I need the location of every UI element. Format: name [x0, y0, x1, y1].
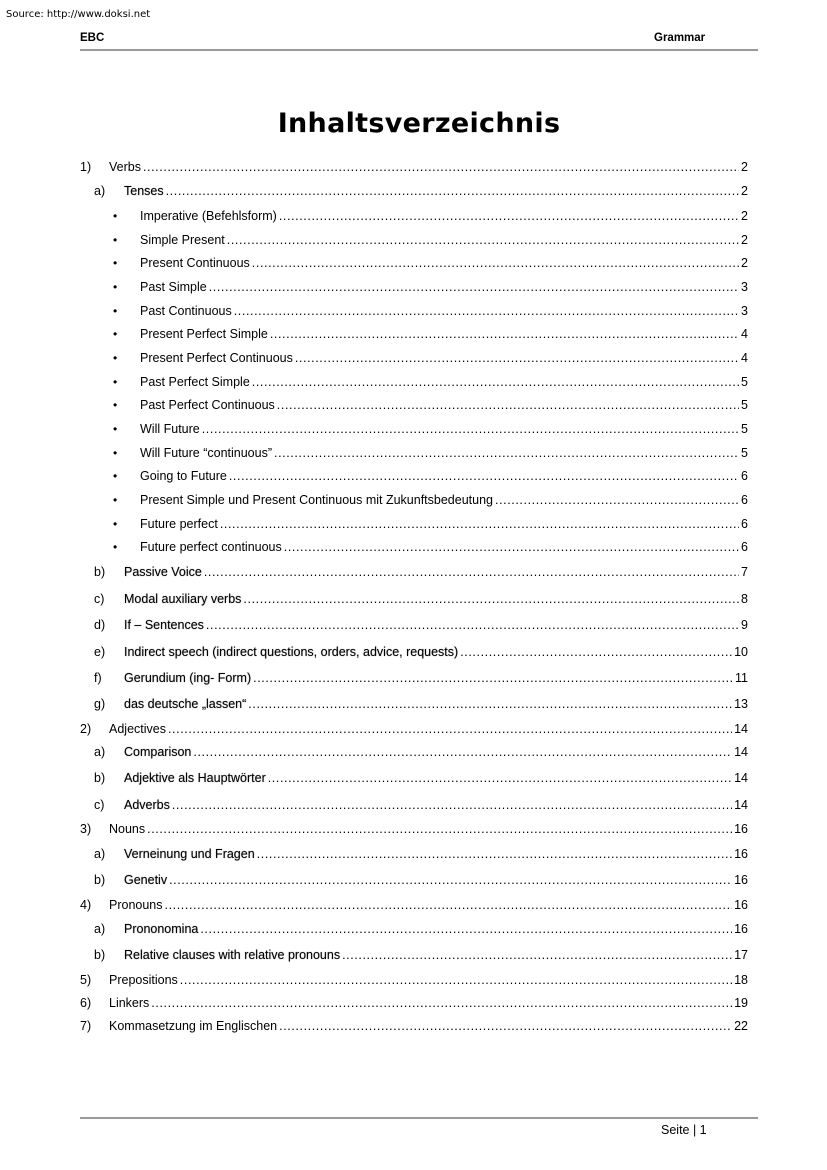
toc-page-number: 4: [741, 351, 748, 365]
dot-leader: [180, 973, 732, 987]
toc-subentry[interactable]: [113, 256, 748, 270]
toc-page-number: 16: [734, 822, 748, 836]
toc-number: b): [94, 873, 106, 887]
bullet-icon: •: [113, 256, 118, 270]
toc-number: 6): [80, 996, 92, 1010]
toc-subentry[interactable]: [113, 351, 748, 365]
toc-subentry[interactable]: [113, 469, 748, 483]
toc-page-number: 2: [741, 160, 748, 174]
toc-label: Imperative (Befehlsform): [140, 209, 277, 223]
toc-label: Future perfect: [140, 517, 218, 531]
toc-chapter[interactable]: [80, 822, 748, 836]
toc-label: Adjectives: [109, 722, 166, 736]
toc-label: Indirect speech (indirect questions, orders, advice, requests): [124, 645, 459, 659]
toc-subentry[interactable]: [113, 304, 748, 318]
toc-label: Prepositions: [109, 973, 178, 987]
toc-section[interactable]: [94, 184, 748, 198]
toc-page-number: 9: [741, 618, 748, 632]
dot-leader: [204, 565, 739, 579]
toc-label: Relative clauses with relative pronouns: [124, 948, 341, 962]
toc-number: 1): [80, 160, 92, 174]
dot-leader: [279, 1019, 732, 1033]
toc-section[interactable]: [94, 847, 748, 861]
toc-page-number: 6: [741, 469, 748, 483]
toc-chapter[interactable]: [80, 1019, 748, 1033]
toc-label: Future perfect continuous: [140, 540, 282, 554]
toc-page-number: 14: [734, 722, 748, 736]
toc-number: 2): [80, 722, 92, 736]
toc-page-number: 18: [734, 973, 748, 987]
toc-page-number: 13: [734, 697, 748, 711]
toc-page-number: 19: [734, 996, 748, 1010]
dot-leader: [234, 304, 739, 318]
dot-leader: [270, 327, 739, 341]
toc-subentry[interactable]: [113, 422, 748, 436]
bullet-icon: •: [113, 304, 118, 318]
dot-leader: [151, 996, 732, 1010]
toc-label: Passive Voice: [124, 565, 202, 579]
toc-section[interactable]: [94, 922, 748, 936]
dot-leader: [274, 446, 739, 460]
toc-section[interactable]: [94, 948, 748, 962]
bullet-icon: •: [113, 422, 118, 436]
toc-number: 4): [80, 898, 92, 912]
toc-number: e): [94, 645, 106, 659]
toc-section[interactable]: [94, 771, 748, 785]
toc-label: Kommasetzung im Englischen: [109, 1019, 278, 1033]
source-note: Source: http://www.doksi.net: [6, 9, 151, 20]
toc-label: Genetiv: [124, 873, 168, 887]
header-left-ebc: EBC: [80, 32, 105, 44]
toc-label: Past Simple: [140, 280, 207, 294]
toc-page-number: 4: [741, 327, 748, 341]
toc-page-number: 11: [735, 671, 748, 685]
toc-label: Simple Present: [140, 233, 225, 247]
bullet-icon: •: [113, 375, 118, 389]
toc-subentry[interactable]: [113, 446, 748, 460]
toc-label: Will Future “continuous”: [140, 446, 272, 460]
bullet-icon: •: [113, 351, 118, 365]
dot-leader: [168, 722, 732, 736]
toc-page-number: 17: [734, 948, 748, 962]
toc-section[interactable]: [94, 873, 748, 887]
toc-number: c): [94, 592, 105, 606]
toc-page-number: 2: [741, 256, 748, 270]
toc-section[interactable]: [94, 697, 748, 711]
page-title: Inhaltsverzeichnis: [277, 108, 561, 139]
toc-page-number: 22: [734, 1019, 748, 1033]
toc-label: Adverbs: [124, 798, 170, 812]
toc-section[interactable]: [94, 745, 748, 759]
toc-section[interactable]: [94, 671, 748, 685]
toc-number: 7): [80, 1019, 92, 1033]
toc-subentry[interactable]: [113, 540, 748, 554]
toc-number: a): [94, 922, 106, 936]
bullet-icon: •: [113, 398, 118, 412]
toc-page-number: 2: [741, 184, 748, 198]
toc-subentry[interactable]: [113, 517, 748, 531]
bullet-icon: •: [113, 469, 118, 483]
toc-page-number: 14: [734, 745, 748, 759]
bullet-icon: •: [113, 280, 118, 294]
dot-leader: [252, 375, 739, 389]
toc-number: b): [94, 565, 106, 579]
dot-leader: [172, 798, 732, 812]
toc-label: Linkers: [109, 996, 150, 1010]
dot-leader: [147, 822, 732, 836]
bullet-icon: •: [113, 493, 118, 507]
toc-number: 5): [80, 973, 92, 987]
dot-leader: [166, 184, 739, 198]
toc-subentry[interactable]: [113, 327, 748, 341]
dot-leader: [284, 540, 739, 554]
toc-label: Comparison: [124, 745, 192, 759]
toc-page-number: 2: [741, 233, 748, 247]
dot-leader: [257, 847, 732, 861]
toc-label: Modal auxiliary verbs: [124, 592, 242, 606]
toc-page-number: 5: [741, 446, 748, 460]
dot-leader: [169, 873, 732, 887]
toc-chapter[interactable]: [80, 898, 748, 912]
toc-number: b): [94, 771, 106, 785]
toc-subentry[interactable]: [113, 493, 748, 507]
dot-leader: [206, 618, 739, 632]
toc-label: Adjektive als Hauptwörter: [124, 771, 266, 785]
dot-leader: [165, 898, 733, 912]
dot-leader: [202, 422, 739, 436]
toc-page-number: 3: [741, 304, 748, 318]
toc-label: Will Future: [140, 422, 200, 436]
toc-number: a): [94, 184, 106, 198]
toc-page-number: 16: [734, 898, 748, 912]
toc-section[interactable]: [94, 592, 748, 606]
bullet-icon: •: [113, 446, 118, 460]
toc-label: Present Perfect Simple: [140, 327, 268, 341]
bullet-icon: •: [113, 233, 118, 247]
toc-number: b): [94, 948, 106, 962]
toc-number: g): [94, 697, 106, 711]
toc-subentry[interactable]: [113, 375, 748, 389]
dot-leader: [248, 697, 732, 711]
dot-leader: [209, 280, 739, 294]
toc-chapter[interactable]: [80, 973, 748, 987]
dot-leader: [295, 351, 739, 365]
dot-leader: [342, 948, 732, 962]
bullet-icon: •: [113, 517, 118, 531]
toc-number: d): [94, 618, 106, 632]
footer-rule: [80, 1117, 758, 1119]
toc-label: Past Continuous: [140, 304, 232, 318]
toc-page-number: 5: [741, 398, 748, 412]
toc-page-number: 14: [734, 771, 748, 785]
bullet-icon: •: [113, 327, 118, 341]
dot-leader: [495, 493, 739, 507]
toc-number: 3): [80, 822, 92, 836]
dot-leader: [200, 922, 732, 936]
dot-leader: [460, 645, 732, 659]
page-number: Seite | 1: [661, 1123, 707, 1137]
dot-leader: [243, 592, 739, 606]
toc-label: Nouns: [109, 822, 146, 836]
toc-label: Gerundium (ing- Form): [124, 671, 252, 685]
toc-page-number: 6: [741, 540, 748, 554]
toc-label: Verneinung und Fragen: [124, 847, 255, 861]
toc-label: Pronouns: [109, 898, 163, 912]
toc-page-number: 16: [734, 922, 748, 936]
toc-label: Verbs: [109, 160, 141, 174]
toc-chapter[interactable]: [80, 996, 748, 1010]
toc-number: a): [94, 847, 106, 861]
dot-leader: [252, 256, 739, 270]
toc-page-number: 3: [741, 280, 748, 294]
toc-label: If – Sentences: [124, 618, 204, 632]
toc-label: Going to Future: [140, 469, 227, 483]
dot-leader: [227, 233, 739, 247]
toc-subentry[interactable]: [113, 280, 748, 294]
toc-label: Tenses: [124, 184, 164, 198]
dot-leader: [193, 745, 732, 759]
toc-page-number: 10: [734, 645, 748, 659]
toc-chapter[interactable]: [80, 722, 748, 736]
toc-label: Present Simple und Present Continuous mit Zukunftsbedeutung: [140, 493, 493, 507]
toc-page-number: 2: [741, 209, 748, 223]
toc-label: Present Continuous: [140, 256, 250, 270]
toc-subentry[interactable]: [113, 398, 748, 412]
toc-label: Past Perfect Simple: [140, 375, 250, 389]
toc-page-number: 5: [741, 422, 748, 436]
bullet-icon: •: [113, 540, 118, 554]
toc-section[interactable]: [94, 565, 748, 579]
dot-leader: [143, 160, 739, 174]
dot-leader: [268, 771, 732, 785]
toc-chapter[interactable]: [80, 160, 748, 174]
toc-label: Past Perfect Continuous: [140, 398, 275, 412]
toc-section[interactable]: [94, 798, 748, 812]
header-right-grammar: Grammar: [654, 32, 706, 44]
dot-leader: [229, 469, 739, 483]
dot-leader: [277, 398, 739, 412]
toc-subentry[interactable]: [113, 233, 748, 247]
toc-number: c): [94, 798, 105, 812]
toc-section[interactable]: [94, 645, 748, 659]
dot-leader: [253, 671, 733, 685]
toc-page-number: 8: [741, 592, 748, 606]
toc-page-number: 16: [734, 847, 748, 861]
toc-label: das deutsche „lassen“: [124, 697, 247, 711]
dot-leader: [220, 517, 739, 531]
toc-number: a): [94, 745, 106, 759]
toc-page-number: 5: [741, 375, 748, 389]
toc-page-number: 16: [734, 873, 748, 887]
dot-leader: [279, 209, 739, 223]
toc-subentry[interactable]: [113, 209, 748, 223]
bullet-icon: •: [113, 209, 118, 223]
toc-number: f): [94, 671, 102, 685]
toc-page-number: 14: [734, 798, 748, 812]
toc-label: Prononomina: [124, 922, 199, 936]
toc-page-number: 7: [741, 565, 748, 579]
toc-page-number: 6: [741, 493, 748, 507]
toc-section[interactable]: [94, 618, 748, 632]
toc-page-number: 6: [741, 517, 748, 531]
toc-label: Present Perfect Continuous: [140, 351, 293, 365]
